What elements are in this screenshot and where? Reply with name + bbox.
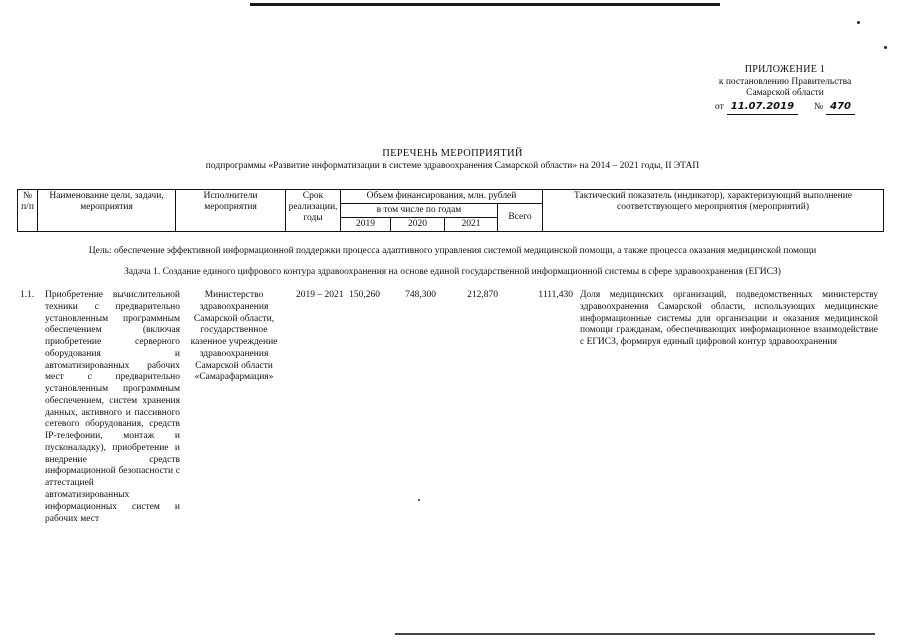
- header-col-by-years: в том числе по годам: [341, 204, 498, 218]
- row-value-total: 1111,430: [538, 290, 573, 300]
- document-title: ПЕРЕЧЕНЬ МЕРОПРИЯТИЙ: [382, 148, 523, 159]
- row-period: 2019 – 2021: [296, 290, 344, 300]
- row-name: Приобретение вычислительной техники с предварительно установленным программным обеспечением (включая приобретение серверного оборудования и автоматизированных рабочих мест с предварительно установленным программным обеспечением, систем хранения данных, активного и пассивного сетевого оборудования, средств IP-телефонии, монтаж и пусконаладку), приобретение и внедрение средств информационной безопасности с аттестацией автоматизированных информационных систем и рабочих мест: [45, 290, 180, 524]
- row-number: 1.1.: [20, 290, 35, 300]
- row-indicator: Доля медицинских организаций, подведомственных министерству здравоохранения Самарской области, использующих медицинские информационные системы для организации и оказания медицинской помощи гражданам, обеспечивающих информационное взаимодействие с ЕГИСЗ, формируя единый цифровой контур здравоохранения: [580, 290, 878, 348]
- header-col-finance: Объем финансирования, млн. рублей: [341, 190, 543, 204]
- appendix-block: [700, 64, 870, 115]
- number-prefix: №: [814, 102, 824, 113]
- header-col-executors: Исполнители мероприятия: [176, 190, 286, 232]
- goal-text: Цель: обеспечение эффективной информационной поддержки процесса адаптивного управления системой медицинской помощи, а также процесса оказания медицинской помощи: [88, 246, 817, 256]
- header-table: [17, 189, 884, 232]
- task-text: Задача 1. Создание единого цифрового контура здравоохранения на основе единой государственной информационной системы в сфере здравоохранения (ЕГИСЗ): [124, 267, 781, 277]
- number-value: 470: [826, 101, 855, 115]
- document-subtitle: подпрограммы «Развитие информатизации в системе здравоохранения Самарской области» на 2014 – 2021 годы, II ЭТАП: [205, 161, 700, 171]
- header-year-2019: 2019: [341, 218, 391, 232]
- header-col-period: Срок реализации, годы: [286, 190, 341, 232]
- row-value-2019: 150,260: [349, 290, 380, 300]
- row-value-2020: 748,300: [405, 290, 436, 300]
- scan-artifact-top-line: [250, 3, 720, 6]
- scan-artifact-bottom-line: [395, 633, 875, 635]
- date-value: 11.07.2019: [727, 101, 798, 115]
- header-col-total: Всего: [498, 204, 543, 232]
- row-value-2021: 212,870: [467, 290, 498, 300]
- scan-artifact-dot: [418, 499, 420, 501]
- scan-artifact-dot: [857, 21, 860, 24]
- date-prefix: от: [715, 102, 724, 113]
- appendix-line-2: Самарской области: [746, 88, 824, 99]
- header-col-name: Наименование цели, задачи, мероприятия: [38, 190, 176, 232]
- appendix-date-row: [700, 101, 870, 115]
- header-col-num: № п/п: [18, 190, 38, 232]
- header-year-2021: 2021: [445, 218, 498, 232]
- appendix-line-1: к постановлению Правительства: [718, 76, 852, 87]
- header-col-indicator: Тактический показатель (индикатор), характеризующий выполнение соответствующего мероприятия (мероприятий): [543, 190, 884, 232]
- row-executors: Министерство здравоохранения Самарской области, государственное казенное учреждение здравоохранения Самарской области «Самарафармация»: [190, 290, 278, 383]
- appendix-title: ПРИЛОЖЕНИЕ 1: [744, 64, 826, 75]
- scan-artifact-dot: [884, 46, 887, 49]
- header-year-2020: 2020: [391, 218, 445, 232]
